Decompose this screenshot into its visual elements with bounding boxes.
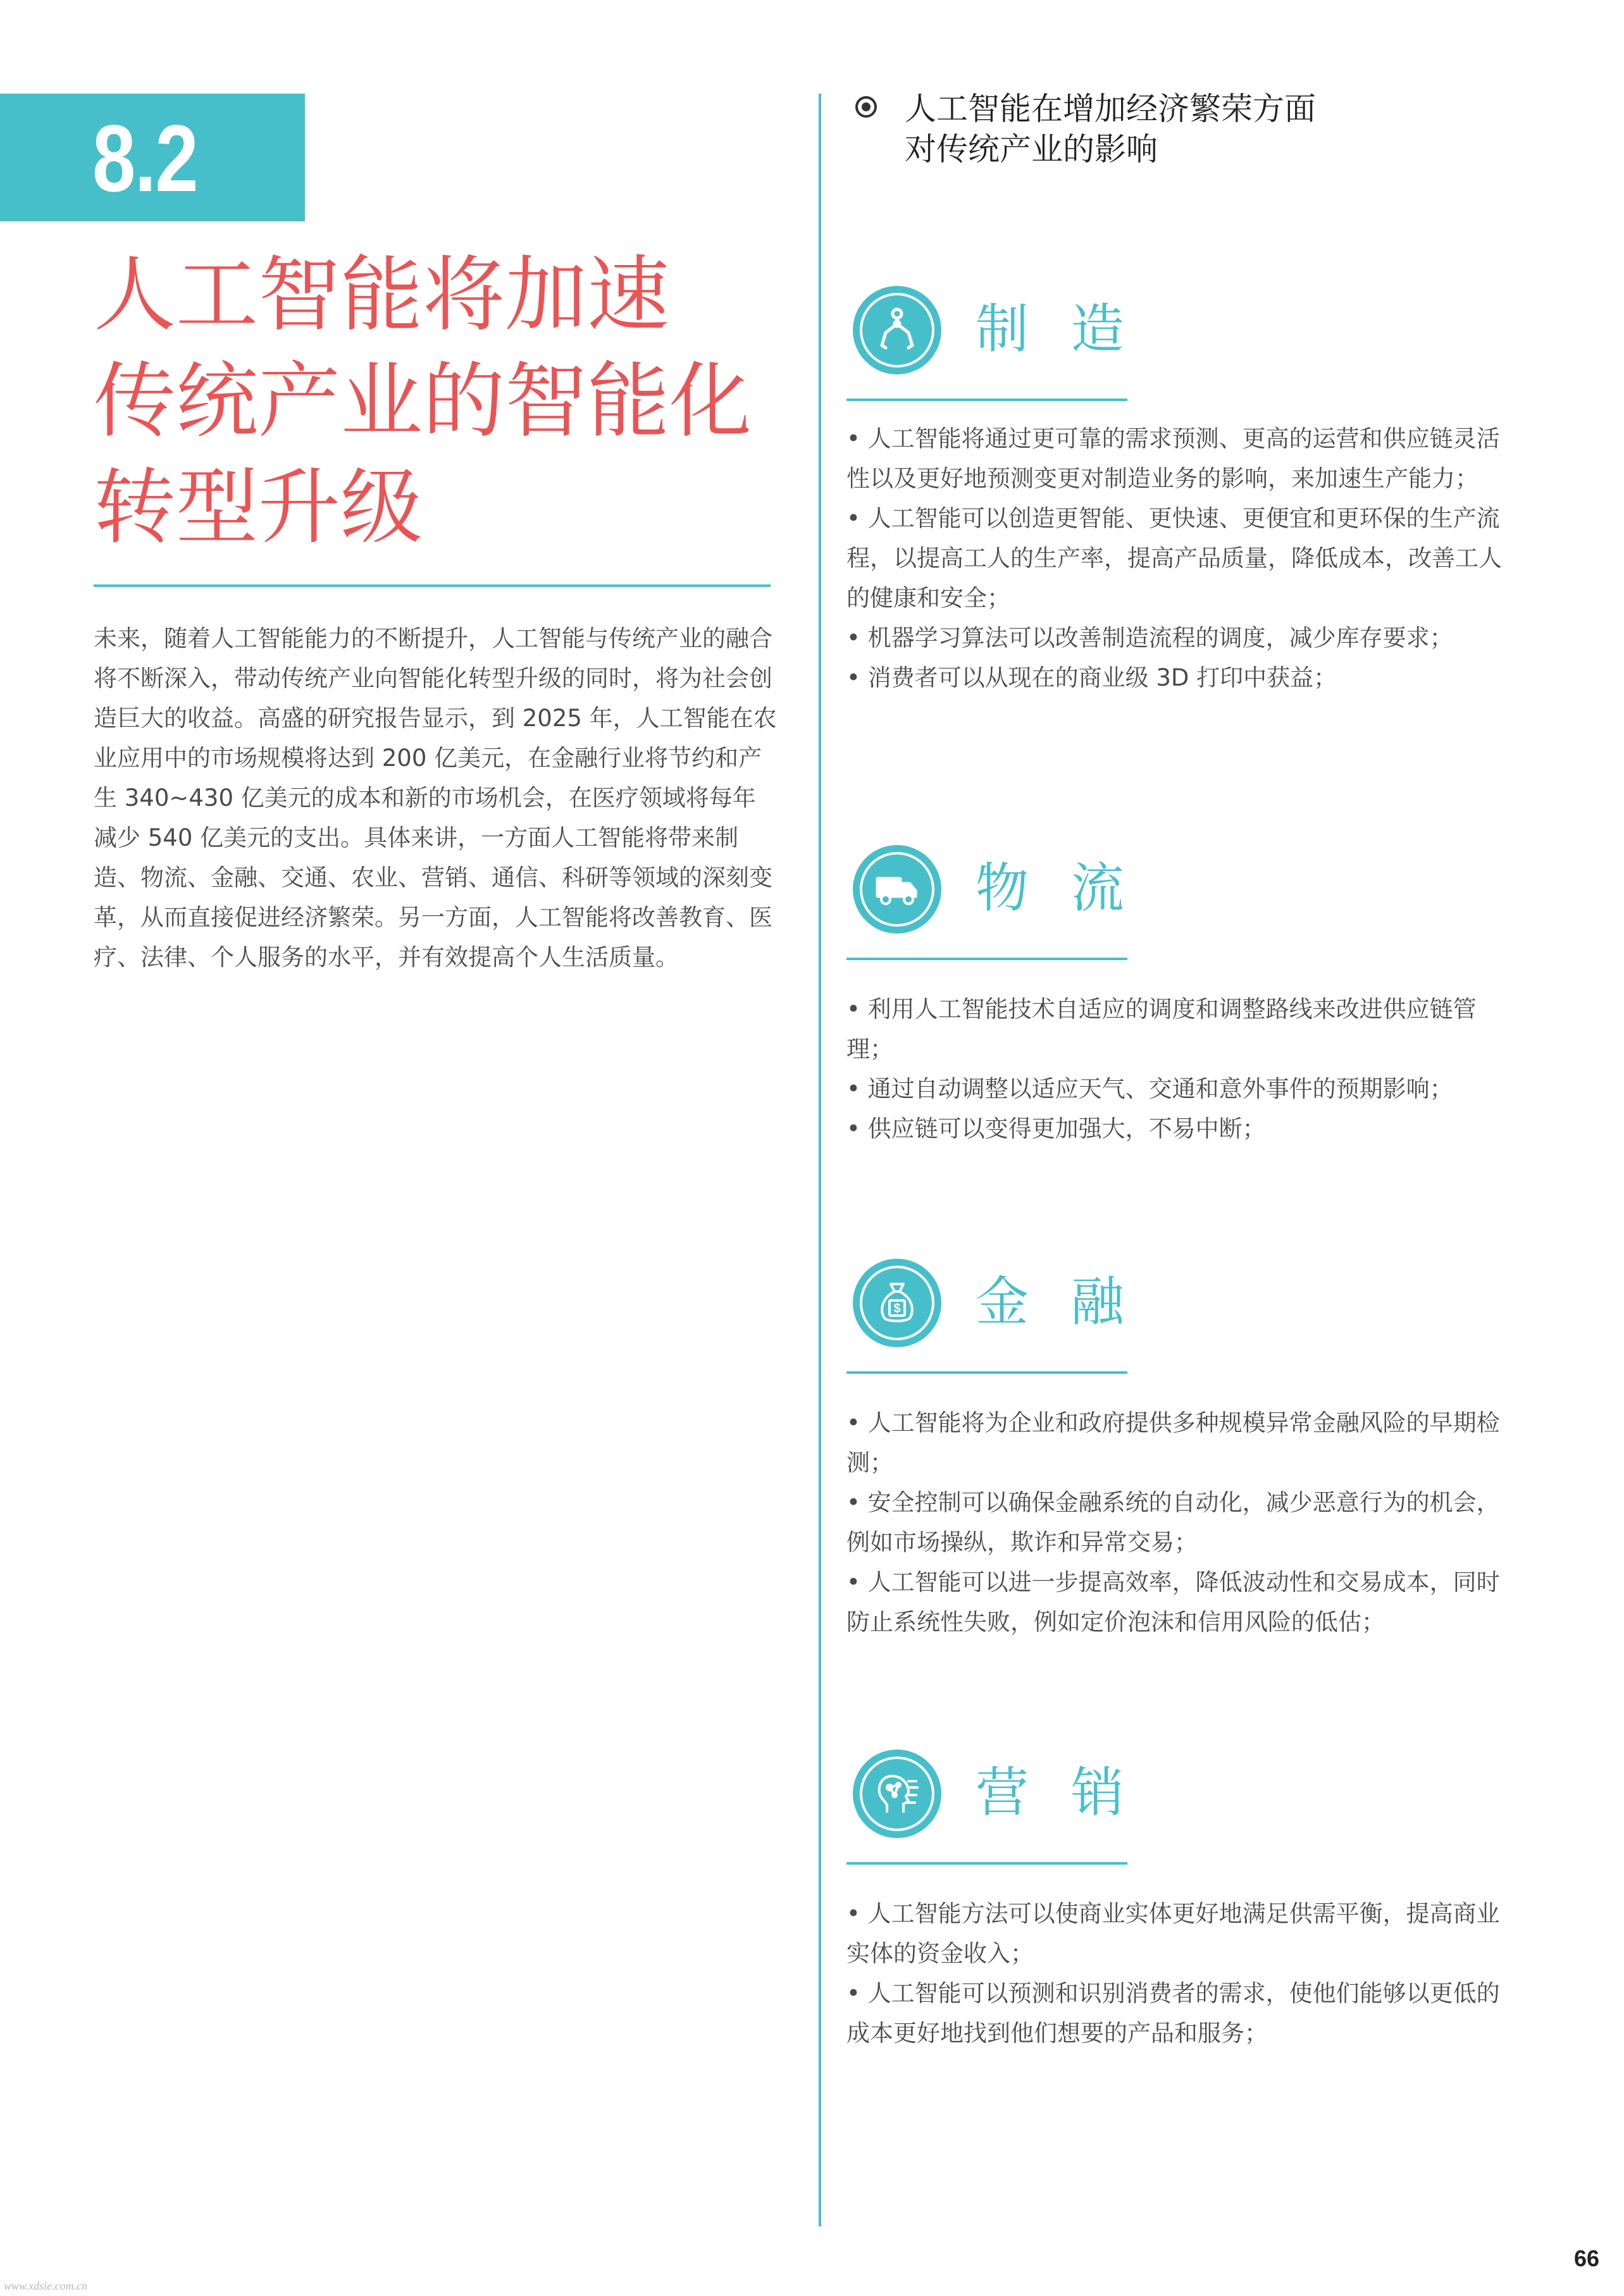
list-item: • 人工智能将为企业和政府提供多种规模异常金融风险的早期检测； <box>846 1409 1500 1476</box>
page-number: 66 <box>1574 2245 1600 2271</box>
intro-paragraph: 未来，随着人工智能能力的不断提升，人工智能与传统产业的融合将不断深入，带动传统产业向智能化转型升级的同时，将为社会创造巨大的收益。高盛的研究报告显示，到 2025 年，人工智能在农业应用中的市场规模将达到 200 亿美元，在金融行业将节约和产生 340~430 亿美元的成本和新的市场机会，在医疗领域将每年减少 540 亿美元的支出。具体来讲，一方面人工智能将带来制造、物流、金融、交通、农业、营销、通信、科研等领域的深刻变革，从而直接促进经济繁荣。另一方面，人工智能将改善教育、医疗、法律、个人服务的水平，并有效提高个人生活质量。 <box>94 625 777 971</box>
list-item: • 人工智能可以预测和识别消费者的需求，使他们能够以更低的成本更好地找到他们想要的产品和服务； <box>846 1980 1500 2047</box>
category-title-manufacturing: 制 造 <box>976 298 1137 360</box>
list-item: • 人工智能可以创造更智能、更快速、更便宜和更环保的生产流程，以提高工人的生产率，提高产品质量，降低成本，改善工人的健康和安全； <box>846 505 1502 612</box>
section-title-line: 传统产业的智能化 <box>94 353 752 449</box>
column-divider <box>819 94 821 2226</box>
category-divider <box>846 958 1127 960</box>
category-title-marketing: 营 销 <box>976 1762 1137 1824</box>
list-item: • 供应链可以变得更加强大，不易中断； <box>846 1115 1266 1142</box>
list-item: • 安全控制可以确保金融系统的自动化，减少恶意行为的机会，例如市场操纵，欺诈和异常交易； <box>846 1489 1500 1556</box>
bullet-target-icon <box>855 96 877 118</box>
category-title-logistics: 物 流 <box>976 857 1137 919</box>
logistics-bullets <box>846 989 1517 1149</box>
right-column-heading <box>905 89 1575 170</box>
truck-icon <box>853 845 941 934</box>
robot-claw-icon <box>853 286 941 374</box>
list-item: • 机器学习算法可以改善制造流程的调度，减少库存要求； <box>846 624 1453 651</box>
list-item: • 人工智能可以进一步提高效率，降低波动性和交易成本，同时防止系统性失败，例如定价泡沫和信用风险的低估； <box>846 1569 1500 1636</box>
right-heading-line: 对传统产业的影响 <box>905 131 1158 168</box>
watermark: www.xdsie.com.cn <box>4 2280 88 2292</box>
right-heading-line: 人工智能在增加经济繁荣方面 <box>905 90 1316 127</box>
finance-bullets <box>846 1403 1517 1642</box>
manufacturing-bullets <box>846 419 1517 698</box>
list-item: • 通过自动调整以适应天气、交通和意外事件的预期影响； <box>846 1075 1453 1102</box>
list-item: • 利用人工智能技术自适应的调度和调整路线来改进供应链管理； <box>846 996 1477 1063</box>
category-divider <box>846 1862 1127 1865</box>
marketing-bullets <box>846 1894 1517 2053</box>
category-title-finance: 金 融 <box>976 1271 1137 1333</box>
list-item: • 人工智能将通过更可靠的需求预测、更高的运营和供应链灵活性以及更好地预测变更对制造业务的影响，来加速生产能力； <box>846 425 1500 492</box>
money-bag-icon <box>853 1259 941 1347</box>
category-divider <box>846 1371 1127 1374</box>
section-title-line: 人工智能将加速 <box>94 247 670 343</box>
title-divider <box>94 584 771 587</box>
section-number: 8.2 <box>92 105 198 211</box>
list-item: • 消费者可以从现在的商业级 3D 打印中获益； <box>846 664 1337 691</box>
ai-head-icon <box>853 1750 941 1838</box>
section-title <box>94 242 802 560</box>
svg-text:$: $ <box>893 1302 901 1316</box>
category-divider <box>846 398 1127 401</box>
section-title-line: 转型升级 <box>94 459 423 555</box>
list-item: • 人工智能方法可以使商业实体更好地满足供需平衡，提高商业实体的资金收入； <box>846 1900 1500 1967</box>
